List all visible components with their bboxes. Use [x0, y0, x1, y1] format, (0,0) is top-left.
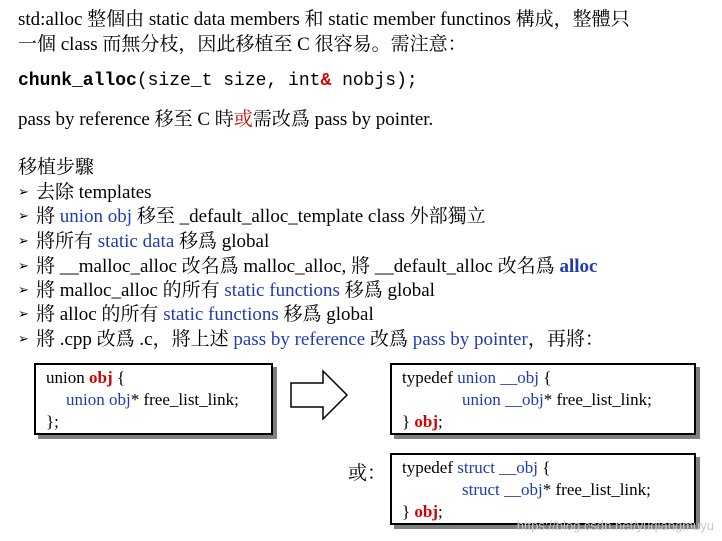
step-highlight: alloc [559, 256, 598, 277]
right-arrow-icon [289, 369, 351, 421]
intro-line-2: 一個 class 而無分枝，因此移植至 C 很容易。需注意： [18, 34, 467, 55]
reference-note [18, 108, 433, 131]
code-box-union-obj [34, 363, 273, 435]
or-label: 或： [348, 463, 387, 484]
step-text: 移爲 global [174, 231, 270, 252]
step-text: 改爲 [365, 329, 413, 350]
code-box-typedef-union [390, 363, 696, 435]
code-function-name: chunk_alloc [18, 71, 137, 91]
step-text: 移爲 global [339, 280, 435, 301]
code-line: typedef union __obj { [402, 368, 552, 387]
step-highlight: union obj [59, 206, 133, 227]
step-highlight: static functions [224, 280, 340, 301]
arrow-bullet-icon: ➢ [18, 233, 29, 248]
code-box-typedef-struct [390, 453, 696, 525]
arrow-bullet-icon: ➢ [18, 306, 29, 321]
step-highlight: static functions [163, 304, 279, 325]
step-item [18, 204, 486, 228]
code-line: } obj; [402, 502, 443, 521]
code-line: union obj { [46, 368, 126, 387]
arrow-bullet-icon: ➢ [18, 282, 29, 297]
step-text: 移至 _default_alloc_template class 外部獨立 [132, 206, 486, 227]
step-item [18, 278, 435, 302]
arrow-bullet-icon: ➢ [18, 331, 29, 346]
step-item [18, 254, 597, 278]
steps-title: 移植步驟 [18, 157, 95, 178]
code-line: typedef struct __obj { [402, 458, 551, 477]
code-ampersand: & [320, 71, 332, 91]
step-text: 將 __malloc_alloc 改名爲 malloc_alloc, 將 __default_alloc 改名爲 [36, 256, 560, 277]
code-line: } obj; [402, 412, 443, 431]
note-red: 或 [233, 109, 253, 130]
step-item [18, 302, 374, 326]
step-text: 將 alloc 的所有 [36, 304, 164, 325]
step-item [18, 229, 269, 253]
code-line: union __obj* free_list_link; [462, 390, 652, 409]
arrow-bullet-icon: ➢ [18, 184, 29, 199]
note-post: 需改爲 pass by pointer. [252, 109, 434, 130]
step-text: 將 [36, 206, 60, 227]
code-tail: nobjs); [331, 71, 418, 91]
step-highlight: pass by pointer [412, 329, 528, 350]
arrow-bullet-icon: ➢ [18, 208, 29, 223]
code-line: }; [46, 412, 59, 431]
step-text: 將 malloc_alloc 的所有 [36, 280, 225, 301]
code-line: union obj* free_list_link; [66, 390, 239, 409]
step-text: ，再將： [527, 329, 604, 350]
step-highlight: static data [97, 231, 175, 252]
intro-line-1: std:alloc 整個由 static data members 和 static member functinos 構成，整體只 [18, 9, 630, 30]
step-text: 將所有 [36, 231, 98, 252]
step-text: 將 .cpp 改爲 .c，將上述 [36, 329, 234, 350]
arrow-bullet-icon: ➢ [18, 258, 29, 273]
step-item [18, 180, 152, 204]
step-highlight: pass by reference [233, 329, 366, 350]
step-item [18, 327, 604, 351]
code-args: (size_t size, int [136, 71, 321, 91]
step-text: 去除 templates [36, 182, 152, 203]
watermark: https://blog.csdn.net/yuqiangmuyu [516, 518, 714, 533]
code-line: struct __obj* free_list_link; [462, 480, 651, 499]
note-pre: pass by reference 移至 C 時 [18, 109, 234, 130]
step-text: 移爲 global [278, 304, 374, 325]
code-signature [18, 70, 418, 93]
